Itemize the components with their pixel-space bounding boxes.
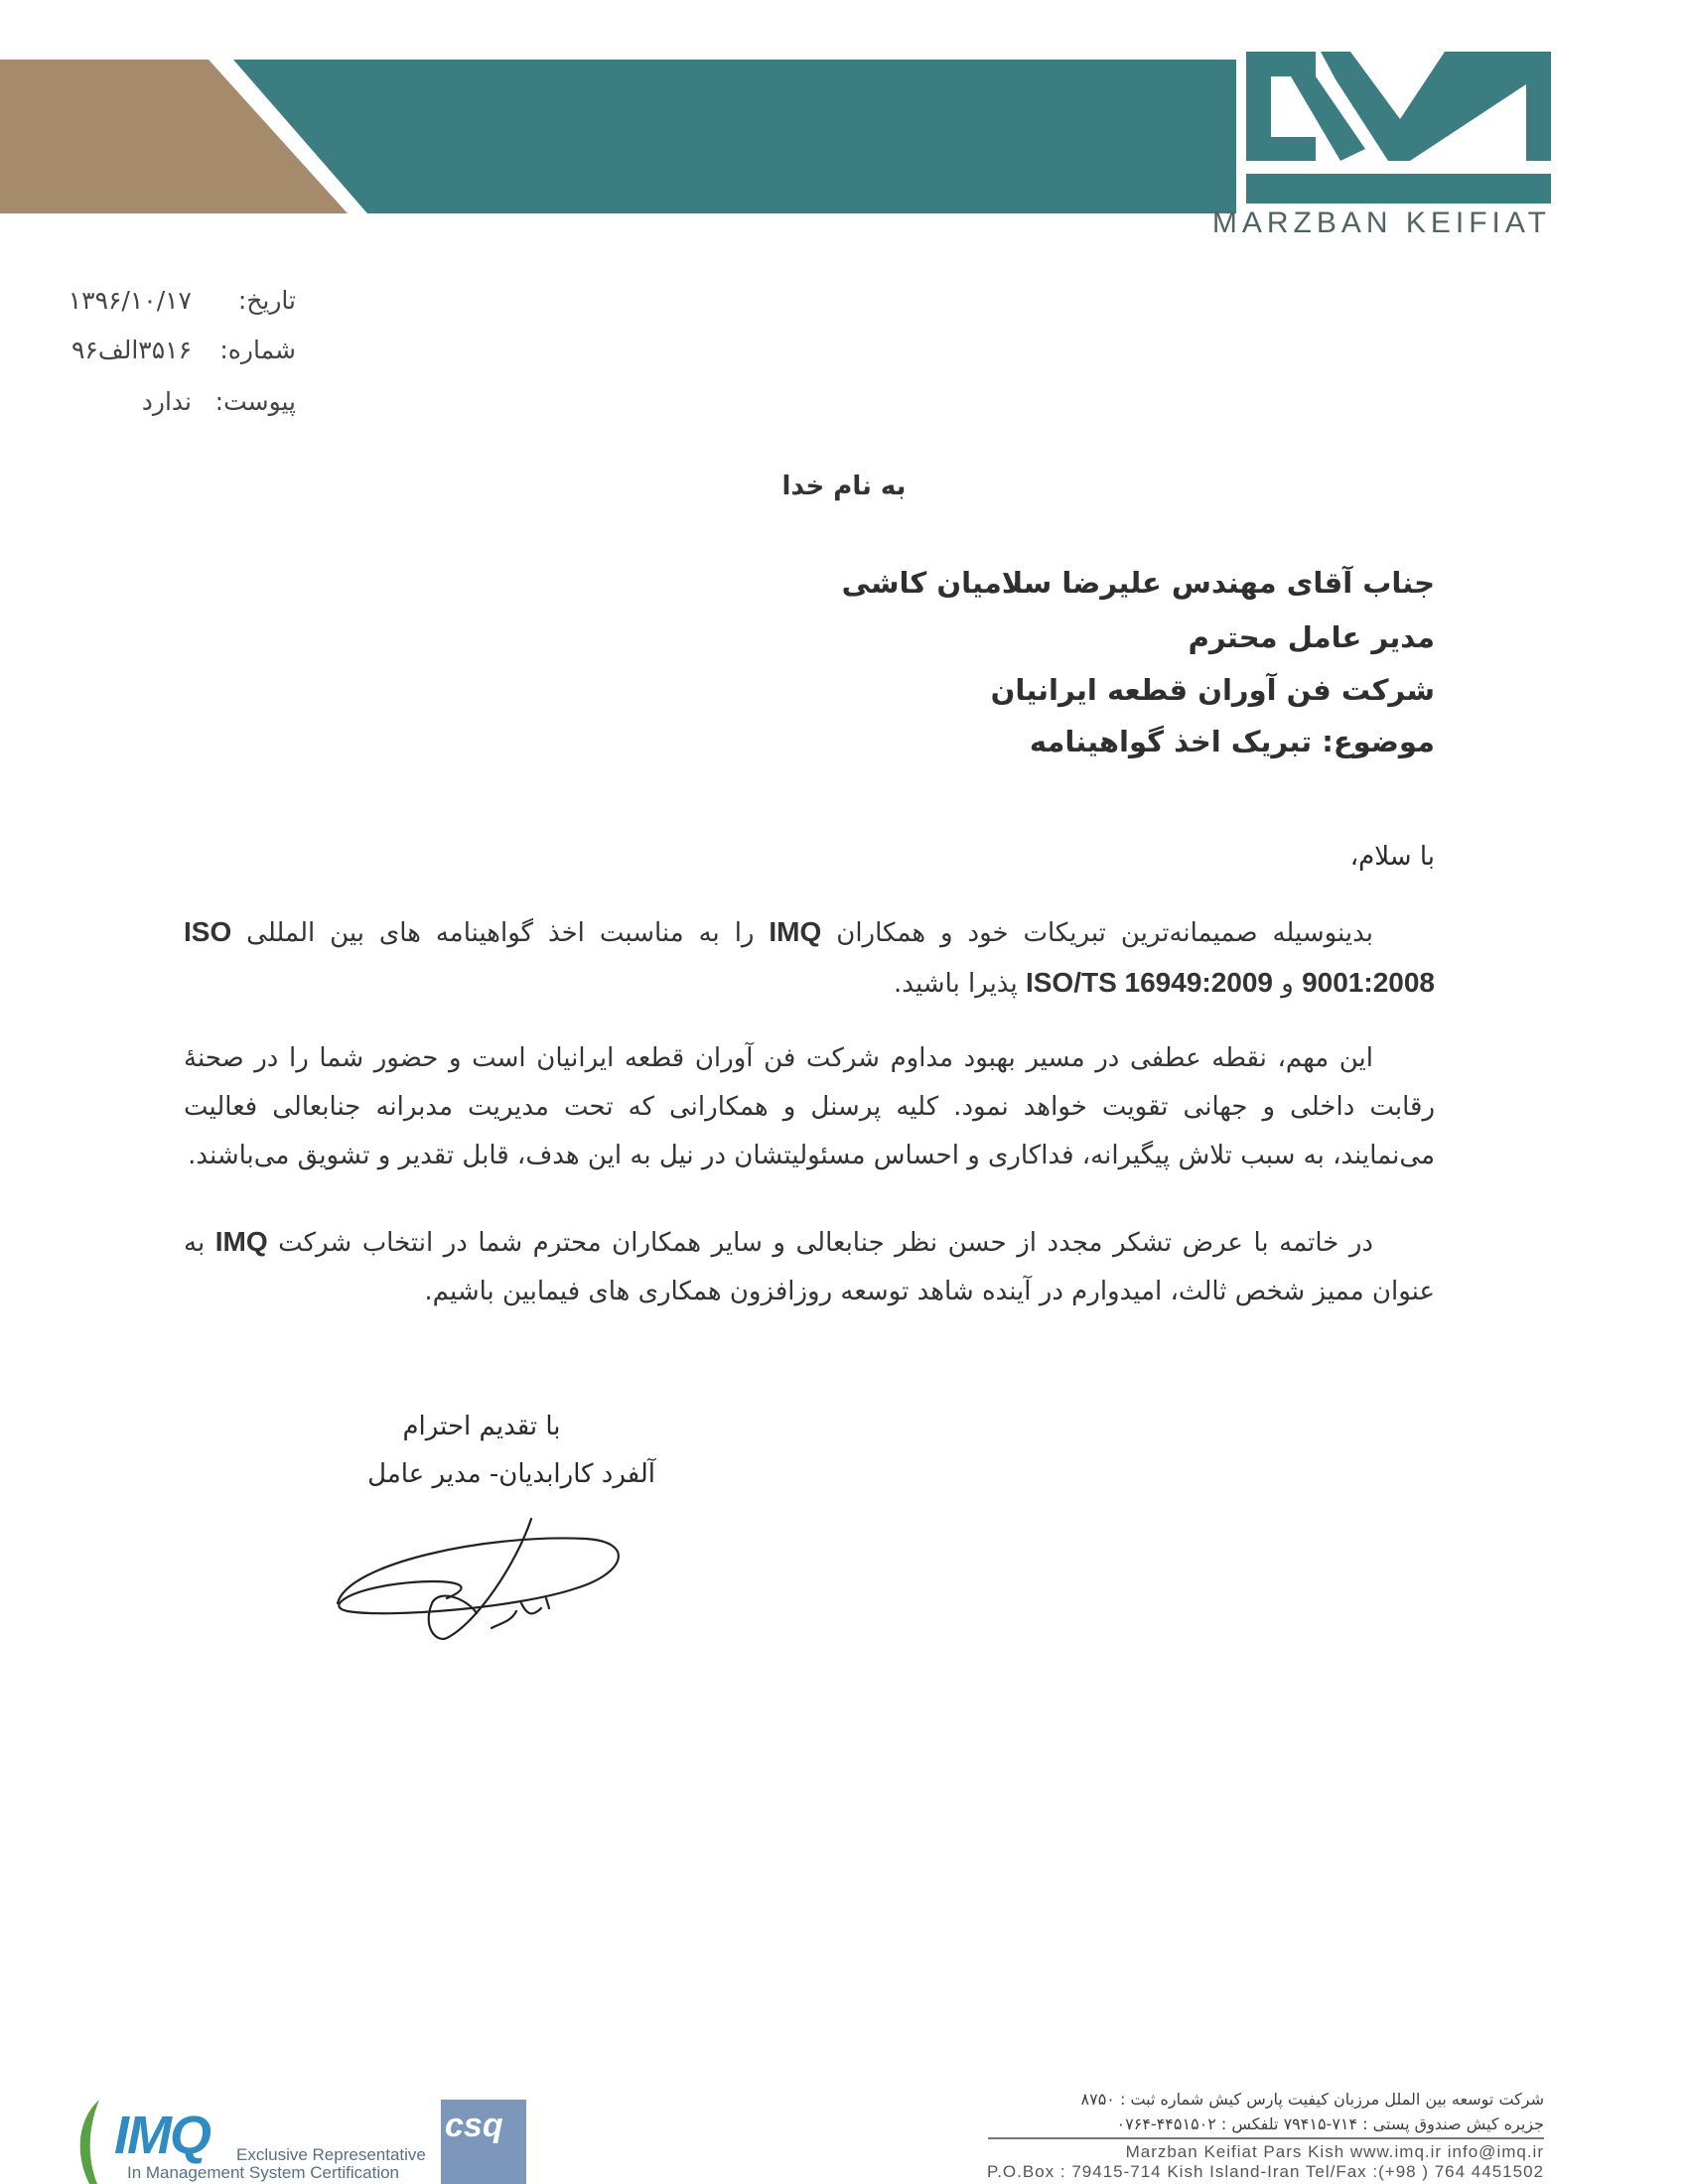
p3-text-1: در خاتمه با عرض تشکر مجدد از حسن نظر جنابعالی و سایر همکاران محترم شما در انتخاب شرکت <box>278 1228 1374 1258</box>
header-band <box>0 50 1688 228</box>
p1-iso-ts: ISO/TS 16949:2009 <box>1025 967 1273 998</box>
teal-stripe <box>233 60 1236 213</box>
p1-and: و <box>1281 969 1294 999</box>
closing: با تقدیم احترام <box>402 1412 561 1441</box>
paragraph-2 <box>184 1034 1435 1180</box>
date-value: ۱۳۹۶/۱۰/۱۷ <box>68 286 192 315</box>
imq-description <box>127 2146 426 2182</box>
footer-en-line-2: P.O.Box : 79415-714 Kish Island-Iran Tel/Fax :(+98 ) 764 4451502 <box>987 2162 1544 2181</box>
p3-text-2: به عنوان ممیز شخص ثالث، امیدوارم در آینده شاهد توسعه روزافزون همکاری های فیمابین باشیم. <box>184 1228 1435 1306</box>
number-label: شماره: <box>219 336 296 364</box>
p1-text-1: بدینوسیله صمیمانه‌ترین تبریکات خود و همکاران <box>836 918 1374 948</box>
date-label: تاریخ: <box>237 286 296 315</box>
footer-fa-line-1: شرکت توسعه بین الملل مرزبان کیفیت پارس کیش شماره ثبت : ۸۷۵۰ <box>1080 2090 1544 2109</box>
attachment-value: ندارد <box>141 387 192 416</box>
paragraph-1 <box>184 907 1435 1009</box>
recipient-company: شرکت فن آوران قطعه ایرانیان <box>990 673 1435 707</box>
recipient-title: مدیر عامل محترم <box>1188 620 1435 654</box>
imq-logo-text: IMQ <box>114 2106 210 2165</box>
p3-imq: IMQ <box>214 1226 268 1257</box>
attachment-row <box>0 387 296 416</box>
bismillah-heading: به نام خدا <box>781 472 907 501</box>
salutation: با سلام، <box>1349 842 1435 872</box>
qm-logo-icon <box>1246 52 1551 204</box>
signature-icon <box>328 1504 655 1653</box>
imq-desc-line-1: Exclusive Representative <box>236 2145 426 2164</box>
signer: آلفرد کارابدیان- مدیر عامل <box>367 1459 655 1489</box>
p2-text: این مهم، نقطه عطفی در مسیر بهبود مداوم شرکت فن آوران قطعه ایرانیان است و حضور شما را در صحنهٔ رقابت داخلی و جهانی تقویت خواهد نمود. کلیه پرسنل و همکارانی که تحت مدیریت مدبرانه جنابعالی فعالیت می‌نمایند، به سبب تلاش پیگیرانه، فداکاری و احساس مسئولیتشان در نیل به این هدف، قابل تقدیر و تشویق می‌باشند. <box>184 1043 1435 1170</box>
number-row <box>0 336 296 364</box>
date-row <box>0 286 296 315</box>
footer-fa-line-2: جزیره کیش صندوق پستی : ۷۱۴-۷۹۴۱۵ تلفکس : ۴۴۵۱۵۰۲-۰۷۶۴ <box>1116 2115 1544 2133</box>
paragraph-3 <box>184 1217 1435 1316</box>
csq-logo-text: csq <box>445 2107 503 2144</box>
recipient-name: جناب آقای مهندس علیرضا سلامیان کاشی <box>841 566 1435 600</box>
footer-rule <box>988 2137 1544 2139</box>
brand-name: MARZBAN KEIFIAT <box>1211 206 1551 239</box>
attachment-label: پیوست: <box>214 387 296 416</box>
footer-en-line-1: Marzban Keifiat Pars Kish www.imq.ir info@imq.ir <box>1125 2142 1544 2161</box>
imq-desc-line-2: In Management System Certification <box>127 2163 400 2182</box>
p1-text-2: را به مناسبت اخذ گواهینامه های بین المللی <box>246 918 755 948</box>
letter-subject: موضوع: تبریک اخذ گواهینامه <box>1029 725 1435 758</box>
p1-iso-9001: ISO 9001:2008 <box>184 916 1435 998</box>
p1-text-3: پذیرا باشید. <box>894 969 1018 999</box>
number-value: ۳۵۱۶الف۹۶ <box>70 336 192 364</box>
p1-imq: IMQ <box>769 916 822 947</box>
